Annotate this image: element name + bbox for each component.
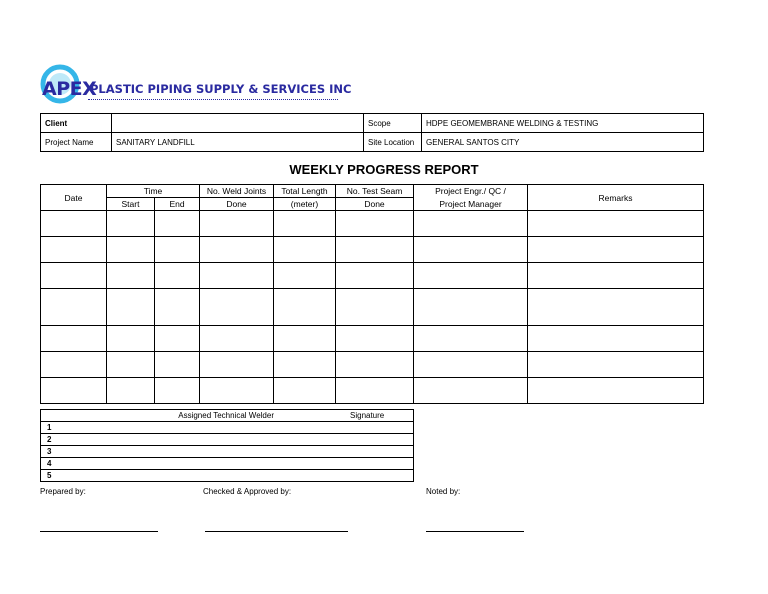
- prepared-by-label: Prepared by:: [40, 487, 86, 496]
- scope-value: HDPE GEOMEMBRANE WELDING & TESTING: [422, 114, 704, 133]
- header-time: Time: [107, 185, 200, 198]
- client-value: [112, 114, 364, 133]
- project-info-table: [40, 113, 704, 152]
- project-name-value: SANITARY LANDFILL: [112, 133, 364, 152]
- noted-by-label: Noted by:: [426, 487, 461, 496]
- table-row: [41, 211, 704, 237]
- header-length-unit: (meter): [274, 198, 336, 211]
- signature-header: Signature: [319, 410, 414, 422]
- table-row: [41, 289, 704, 326]
- table-row: [41, 263, 704, 289]
- site-location-label: Site Location: [364, 133, 422, 152]
- welder-row: 3: [41, 446, 414, 458]
- report-title: WEEKLY PROGRESS REPORT: [289, 162, 479, 177]
- header-total-length: Total Length: [274, 185, 336, 198]
- client-label: Client: [41, 114, 112, 133]
- table-row: [41, 378, 704, 404]
- checked-signature-line: [205, 531, 348, 532]
- company-logo: [38, 64, 352, 104]
- welder-row: 1: [41, 422, 414, 434]
- logo-company-name: PLASTIC PIPING SUPPLY & SERVICES INC: [90, 82, 352, 96]
- header-test-seam: No. Test Seam: [336, 185, 414, 198]
- project-name-label: Project Name: [41, 133, 112, 152]
- welder-row: 5: [41, 470, 414, 482]
- table-row: [41, 237, 704, 263]
- prepared-signature-line: [40, 531, 158, 532]
- welder-header: Assigned Technical Welder: [41, 410, 320, 422]
- header-weld-done: Done: [200, 198, 274, 211]
- header-seam-done: Done: [336, 198, 414, 211]
- header-weld-joints: No. Weld Joints: [200, 185, 274, 198]
- header-remarks: Remarks: [528, 185, 704, 211]
- header-project-manager: Project Manager: [414, 198, 528, 211]
- noted-signature-line: [426, 531, 524, 532]
- header-project-engr: Project Engr./ QC /: [414, 185, 528, 198]
- progress-table: [40, 184, 704, 404]
- header-date: Date: [41, 185, 107, 211]
- site-location-value: GENERAL SANTOS CITY: [422, 133, 704, 152]
- checked-approved-label: Checked & Approved by:: [203, 487, 292, 496]
- table-row: [41, 352, 704, 378]
- header-start: Start: [107, 198, 155, 211]
- header-end: End: [155, 198, 200, 211]
- logo-underline: [88, 99, 338, 100]
- welder-table: [40, 409, 414, 482]
- welder-row: 2: [41, 434, 414, 446]
- table-row: [41, 326, 704, 352]
- scope-label: Scope: [364, 114, 422, 133]
- logo-brand: APEX: [42, 78, 97, 100]
- welder-row: 4: [41, 458, 414, 470]
